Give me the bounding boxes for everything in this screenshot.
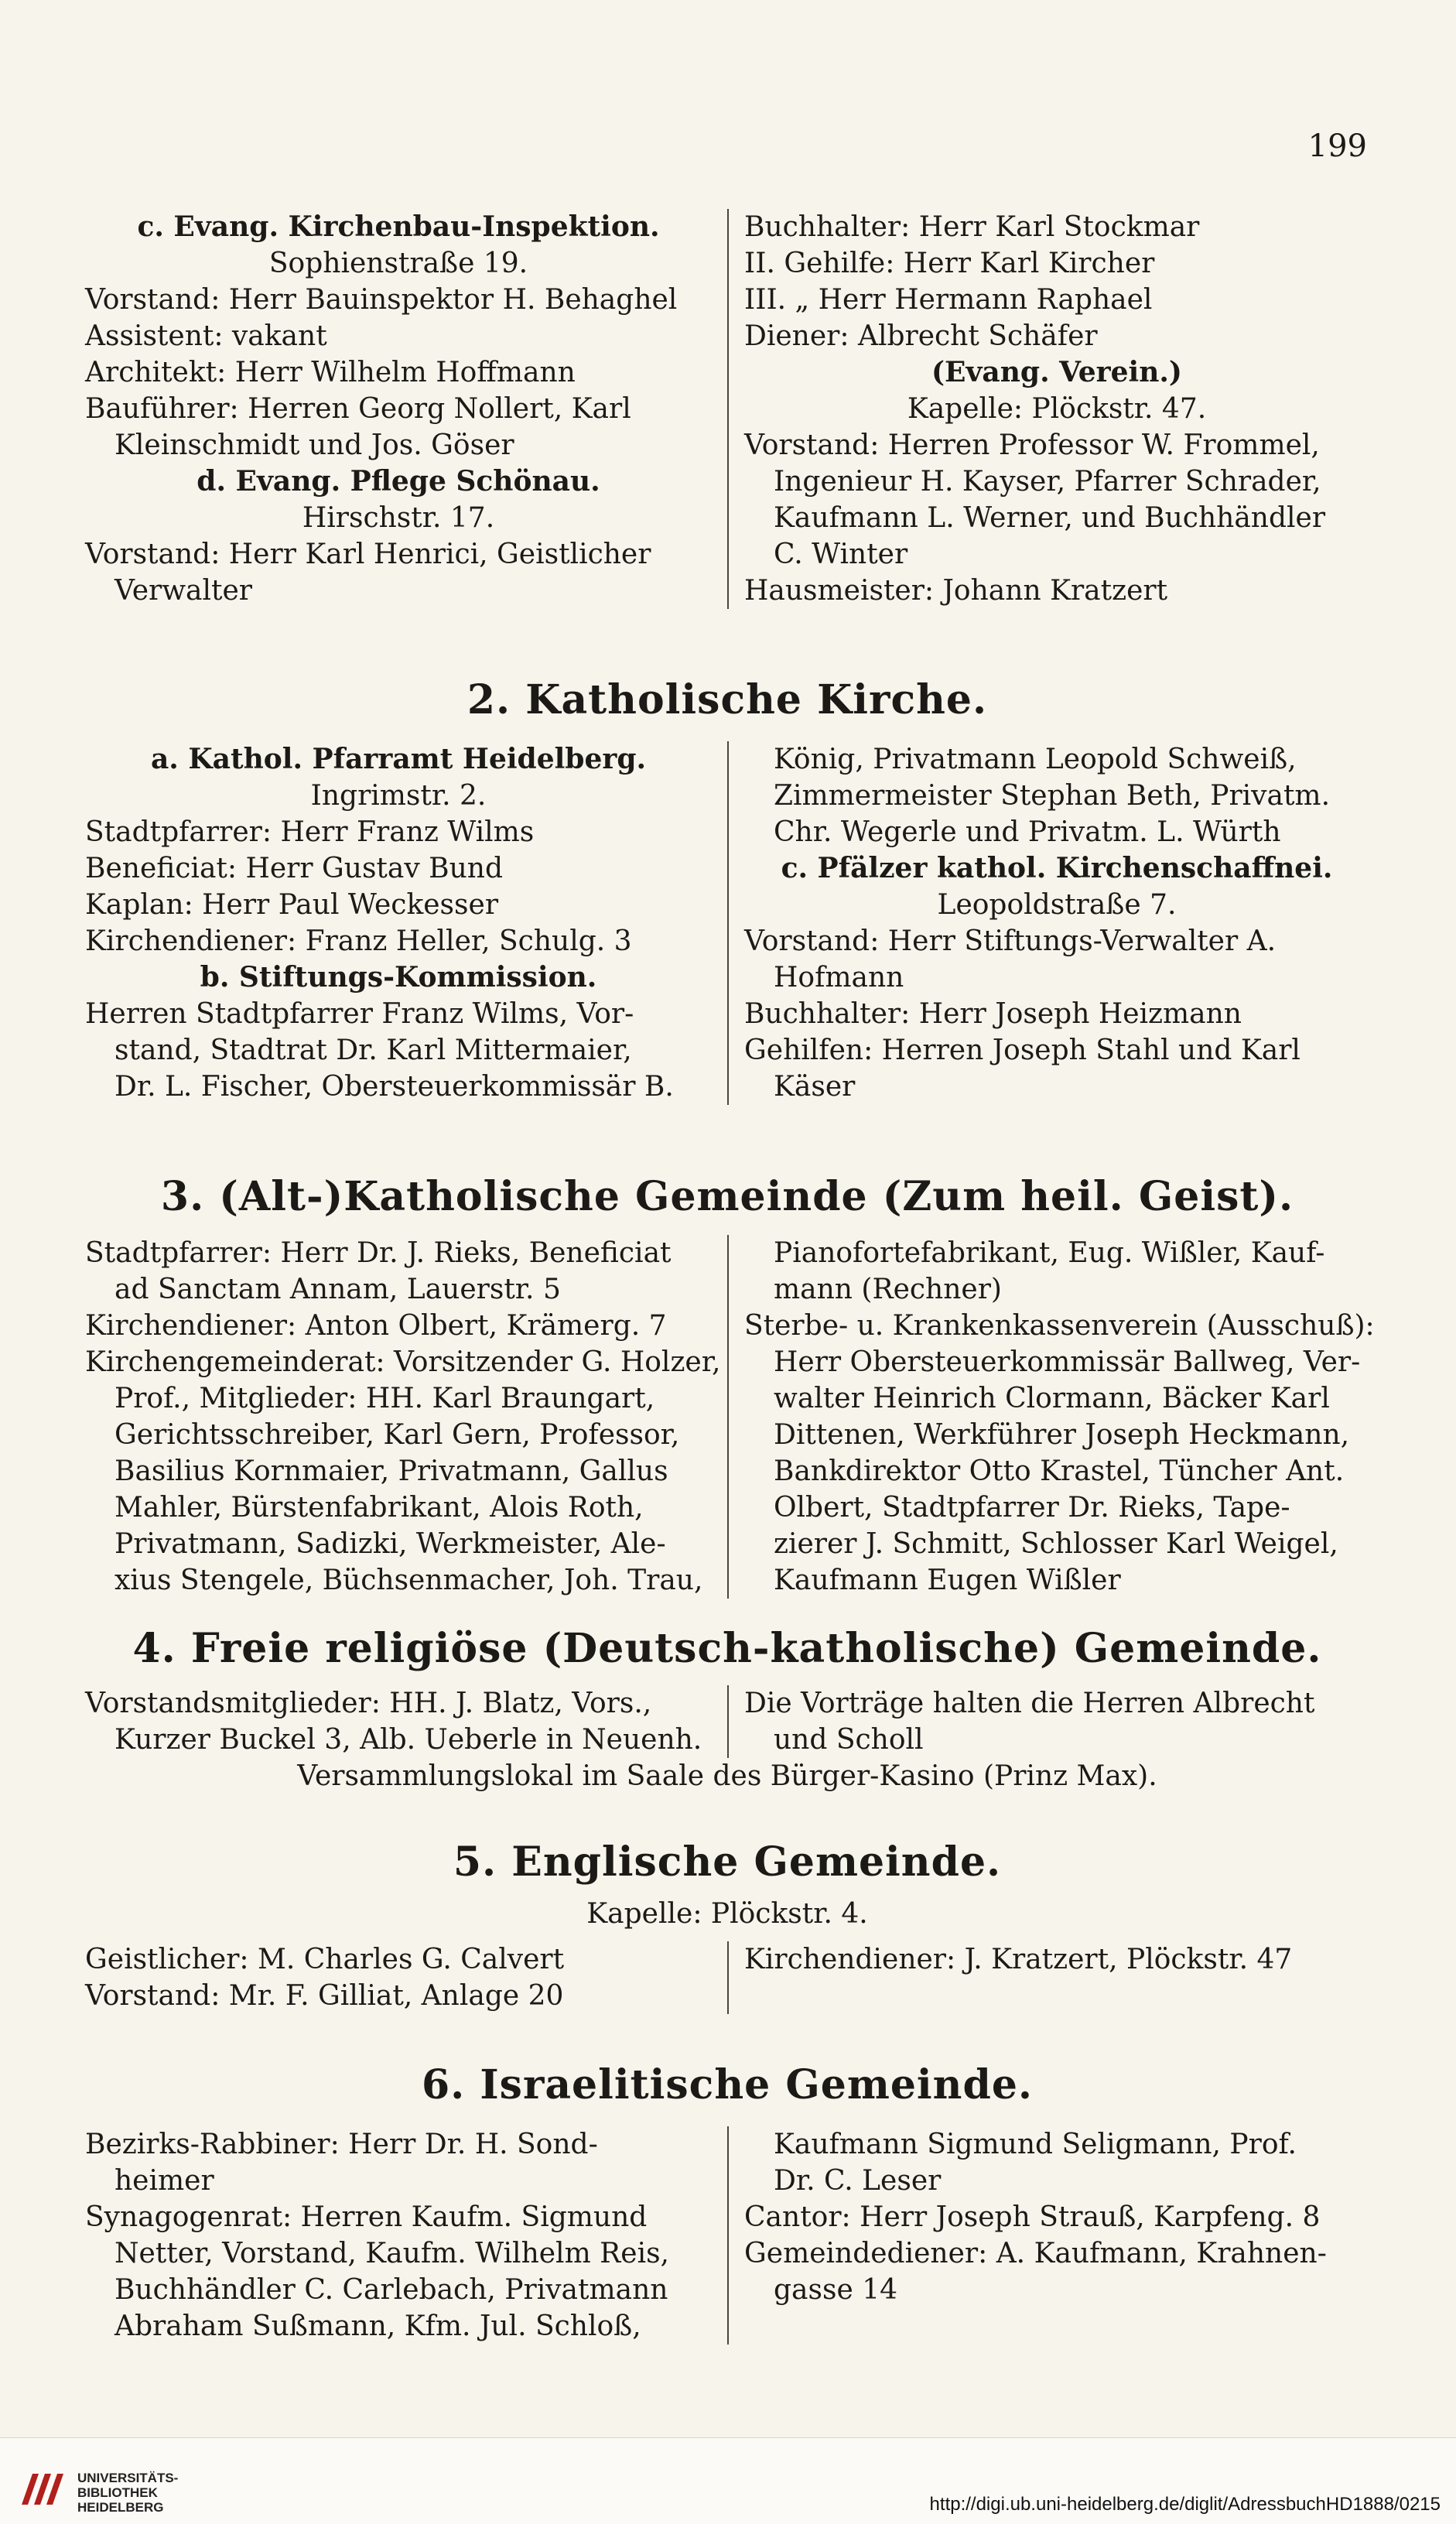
address-line: Sophienstraße 19. [268, 248, 528, 279]
text-line: Stadtpfarrer: Herr Dr. J. Rieks, Beneficiat [85, 1237, 672, 1269]
text-line: Kirchendiener: Anton Olbert, Krämerg. 7 [85, 1310, 667, 1342]
text-line: Vorstand: Herr Karl Henrici, Geistlicher [85, 539, 651, 570]
text-line: Buchhändler C. Carlebach, Privatmann [114, 2274, 668, 2306]
subheading: d. Evang. Pflege Schönau. [197, 465, 600, 498]
subheading: a. Kathol. Pfarramt Heidelberg. [150, 743, 647, 775]
text-line: Bezirks-Rabbiner: Herr Dr. H. Sond- [85, 2129, 598, 2160]
university-library-logo-icon [17, 2469, 67, 2508]
text-line: stand, Stadtrat Dr. Karl Mittermaier, [114, 1035, 632, 1066]
text-line: II. Gehilfe: Herr Karl Kircher [744, 248, 1155, 279]
text-line: Ingenieur H. Kayser, Pfarrer Schrader, [774, 466, 1321, 498]
text-line: ad Sanctam Annam, Lauerstr. 5 [114, 1274, 561, 1305]
right-column [727, 741, 1369, 1105]
section-heading-englisch: 5. Englische Gemeinde. [453, 1838, 1002, 1886]
section-israelitische-gemeinde [85, 2126, 1369, 2344]
page-number: 199 [1307, 128, 1367, 164]
text-line: gasse 14 [774, 2274, 898, 2306]
text-line: Verwalter [114, 575, 252, 607]
text-line: Vorstand: Herr Bauinspektor H. Behaghel [85, 284, 678, 316]
text-line: Pianofortefabrikant, Eug. Wißler, Kauf- [774, 1237, 1325, 1269]
text-line: Kirchendiener: Franz Heller, Schulg. 3 [85, 925, 632, 957]
section-freie-religioese-gemeinde [85, 1685, 1369, 1794]
left-column [85, 1235, 727, 1599]
text-line: Hausmeister: Johann Kratzert [744, 575, 1168, 607]
address-line: Kapelle: Plöckstr. 47. [907, 393, 1207, 425]
right-column [727, 1235, 1375, 1599]
text-line: Herren Stadtpfarrer Franz Wilms, Vor- [85, 998, 634, 1030]
text-line: Dr. C. Leser [774, 2165, 942, 2197]
text-line: Dittenen, Werkführer Joseph Heckmann, [774, 1419, 1350, 1451]
text-line: Buchhalter: Herr Karl Stockmar [744, 211, 1200, 243]
text-line: Olbert, Stadtpfarrer Dr. Rieks, Tape- [774, 1492, 1290, 1524]
text-line: Abraham Sußmann, Kfm. Jul. Schloß, [114, 2310, 641, 2342]
text-line: C. Winter [774, 539, 908, 570]
text-line: Vorstand: Herren Professor W. Frommel, [744, 429, 1320, 461]
source-url-link[interactable]: http://digi.ub.uni-heidelberg.de/diglit/AdressbuchHD1888/0215 [929, 2494, 1441, 2515]
text-line: Gehilfen: Herren Joseph Stahl und Karl [744, 1035, 1300, 1066]
text-line: Zimmermeister Stephan Beth, Privatm. [774, 780, 1331, 812]
text-line: Vorstand: Herr Stiftungs-Verwalter A. [744, 925, 1277, 957]
text-line: Sterbe- u. Krankenkassenverein (Ausschuß): [744, 1310, 1375, 1342]
text-line: Gerichtsschreiber, Karl Gern, Professor, [114, 1419, 680, 1451]
text-line: Vorstand: Mr. F. Gilliat, Anlage 20 [85, 1980, 564, 2012]
text-line: Kaufmann Sigmund Seligmann, Prof. [774, 2129, 1297, 2160]
text-line: Kleinschmidt und Jos. Göser [114, 429, 514, 461]
text-line: Privatmann, Sadizki, Werkmeister, Ale- [114, 1528, 666, 1560]
address-line: Kapelle: Plöckstr. 4. [586, 1898, 868, 1930]
section-englische-gemeinde [85, 1896, 1369, 2014]
text-line: Vorstandsmitglieder: HH. J. Blatz, Vors., [85, 1688, 652, 1719]
meeting-place-line: Versammlungslokal im Saale des Bürger-Kasino (Prinz Max). [297, 1760, 1157, 1792]
right-column [727, 2126, 1369, 2344]
text-line: Architekt: Herr Wilhelm Hoffmann [85, 357, 576, 388]
subheading: (Evang. Verein.) [931, 356, 1182, 388]
text-line: Kaufmann L. Werner, und Buchhändler [774, 502, 1326, 534]
subheading: c. Pfälzer kathol. Kirchenschaffnei. [781, 852, 1333, 884]
text-line: mann (Rechner) [774, 1274, 1002, 1305]
text-line: Assistent: vakant [85, 320, 327, 352]
text-line: Herr Obersteuerkommissär Ballweg, Ver- [774, 1346, 1361, 1378]
text-line: Bauführer: Herren Georg Nollert, Karl [85, 393, 631, 425]
text-line: Cantor: Herr Joseph Strauß, Karpfeng. 8 [744, 2201, 1321, 2233]
text-line: Diener: Albrecht Schäfer [744, 320, 1098, 352]
section-evang-inspektion [85, 209, 1369, 609]
text-line: Netter, Vorstand, Kaufm. Wilhelm Reis, [114, 2238, 669, 2269]
text-line: Käser [774, 1071, 856, 1103]
address-line: Ingrimstr. 2. [310, 780, 487, 812]
right-column [727, 1685, 1369, 1758]
text-line: III. „ Herr Hermann Raphael [744, 284, 1153, 316]
text-line: walter Heinrich Clormann, Bäcker Karl [774, 1383, 1330, 1414]
subheading: b. Stiftungs-Kommission. [200, 961, 597, 994]
section-heading-katholisch: 2. Katholische Kirche. [467, 676, 988, 723]
text-line: Mahler, Bürstenfabrikant, Alois Roth, [114, 1492, 644, 1524]
left-column [85, 209, 727, 609]
text-line: Die Vorträge halten die Herren Albrecht [744, 1688, 1315, 1719]
text-line: Geistlicher: M. Charles G. Calvert [85, 1944, 565, 1975]
library-name-line: HEIDELBERG [77, 2500, 164, 2515]
subheading: c. Evang. Kirchenbau-Inspektion. [137, 210, 660, 243]
text-line: Chr. Wegerle und Privatm. L. Würth [774, 816, 1281, 848]
text-line: Buchhalter: Herr Joseph Heizmann [744, 998, 1242, 1030]
section-heading-freie-religioese: 4. Freie religiöse (Deutsch-katholische) Gemeinde. [132, 1625, 1322, 1672]
text-line: Bankdirektor Otto Krastel, Tüncher Ant. [774, 1455, 1345, 1487]
text-line: Kurzer Buckel 3, Alb. Ueberle in Neuenh. [114, 1724, 702, 1756]
left-column [85, 1941, 727, 2014]
text-line: Basilius Kornmaier, Privatmann, Gallus [114, 1455, 668, 1487]
text-line: Kirchendiener: J. Kratzert, Plöckstr. 47 [744, 1944, 1293, 1975]
section-katholische-kirche [85, 741, 1369, 1105]
section-altkatholische-gemeinde [85, 1235, 1375, 1599]
library-name-line: UNIVERSITÄTS- [77, 2471, 179, 2485]
library-name-line: BIBLIOTHEK [77, 2485, 158, 2500]
text-line: Kirchengemeinderat: Vorsitzender G. Holzer, [85, 1346, 721, 1378]
text-line: xius Stengele, Büchsenmacher, Joh. Trau, [114, 1565, 703, 1596]
text-line: Kaplan: Herr Paul Weckesser [85, 889, 499, 921]
left-column [85, 2126, 727, 2344]
text-line: Kaufmann Eugen Wißler [774, 1565, 1121, 1596]
library-name [77, 2471, 178, 2515]
text-line: zierer J. Schmitt, Schlosser Karl Weigel, [774, 1528, 1338, 1560]
text-line: und Scholl [774, 1724, 924, 1756]
left-column [85, 1685, 727, 1758]
right-column [727, 1941, 1369, 2014]
section-heading-israelitisch: 6. Israelitische Gemeinde. [421, 2061, 1034, 2108]
address-line: Hirschstr. 17. [302, 502, 495, 534]
footer-bar [0, 2437, 1456, 2524]
text-line: Hofmann [774, 962, 904, 994]
text-line: Prof., Mitglieder: HH. Karl Braungart, [114, 1383, 655, 1414]
left-column [85, 741, 727, 1105]
text-line: heimer [114, 2165, 214, 2197]
text-line: Synagogenrat: Herren Kaufm. Sigmund [85, 2201, 648, 2233]
section-heading-altkatholisch: 3. (Alt-)Katholische Gemeinde (Zum heil. Geist). [160, 1173, 1294, 1220]
address-line: Leopoldstraße 7. [937, 889, 1177, 921]
text-line: Gemeindediener: A. Kaufmann, Krahnen- [744, 2238, 1327, 2269]
right-column [727, 209, 1369, 609]
text-line: Beneficiat: Herr Gustav Bund [85, 853, 503, 884]
text-line: Dr. L. Fischer, Obersteuerkommissär B. [114, 1071, 674, 1103]
text-line: Stadtpfarrer: Herr Franz Wilms [85, 816, 535, 848]
text-line: König, Privatmann Leopold Schweiß, [774, 744, 1297, 775]
